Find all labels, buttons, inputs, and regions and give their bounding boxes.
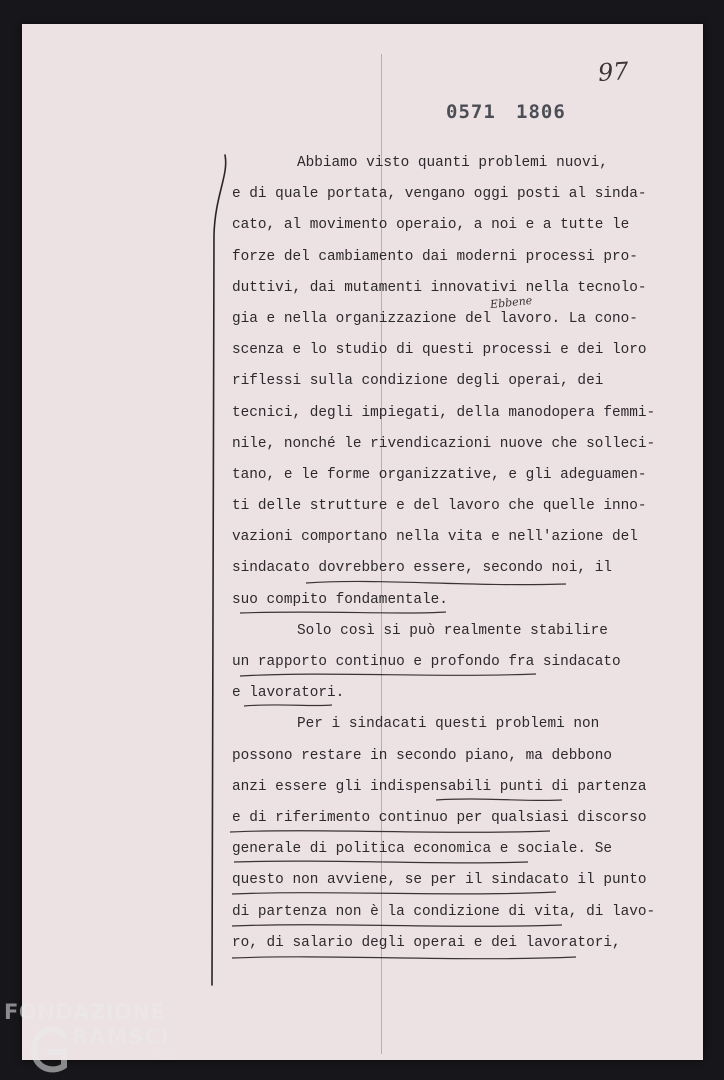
text-line: di partenza non è la condizione di vita, di lavo- <box>232 903 656 920</box>
text-line: Per i sindacati questi problemi non <box>297 716 600 733</box>
text-line: ti delle strutture e del lavoro che quelle inno- <box>232 498 647 515</box>
handwritten-annotation: Ebbene <box>489 293 533 312</box>
text-line: possono restare in secondo piano, ma debbono <box>232 747 612 764</box>
text-line: nile, nonché le rivendicazioni nuove che solleci- <box>232 435 656 452</box>
handwritten-margin-line <box>205 155 235 985</box>
text-line: riflessi sulla condizione degli operai, dei <box>232 373 604 390</box>
text-line: sindacato dovrebbero essere, secondo noi, il <box>232 560 612 577</box>
text-line: tecnici, degli impiegati, della manodopera femmi- <box>232 404 656 421</box>
text-line: gia e nella organizzazione del lavoro. La cono- <box>232 310 638 327</box>
watermark-line-2: RAMSCI <box>72 1025 170 1049</box>
text-line: duttivi, dai mutamenti innovativi nella tecnolo- <box>232 279 647 296</box>
text-line: ro, di salario degli operai e dei lavoratori, <box>232 934 621 951</box>
text-line: e di quale portata, vengano oggi posti al sinda- <box>232 186 647 203</box>
text-line: e lavoratori. <box>232 685 345 702</box>
text-line: vazioni comportano nella vita e nell'azione del <box>232 529 638 546</box>
text-line: un rapporto continuo e profondo fra sindacato <box>232 654 621 670</box>
watermark-line-1: FONDAZIONE <box>4 1000 166 1024</box>
text-line: tano, e le forme organizzative, e gli adeguamen- <box>232 466 647 483</box>
archive-stamp-right: 1806 <box>516 101 566 123</box>
text-line: e di riferimento continuo per qualsiasi discorso <box>232 809 647 826</box>
text-line: scenza e lo studio di questi processi e dei loro <box>232 342 647 359</box>
text-line: generale di politica economica e sociale. Se <box>232 841 612 858</box>
text-line: cato, al movimento operaio, a noi e a tutte le <box>232 217 630 234</box>
archive-watermark <box>4 1000 194 1080</box>
text-line: Abbiamo visto quanti problemi nuovi, <box>297 155 608 171</box>
watermark-g-logo-icon <box>30 1022 70 1078</box>
watermark-suffix: onlus <box>150 1052 175 1062</box>
typed-text-body <box>232 148 656 959</box>
text-line: suo compito fondamentale. <box>232 591 448 608</box>
text-line: forze del cambiamento dai moderni processi pro- <box>232 248 638 265</box>
archive-stamp-left: 0571 <box>446 101 496 123</box>
text-line: anzi essere gli indispensabili punti di partenza <box>232 778 647 795</box>
handwritten-page-number: 97 <box>597 56 630 88</box>
text-line: Solo così si può realmente stabilire <box>297 622 608 639</box>
text-line: questo non avviene, se per il sindacato il punto <box>232 872 647 889</box>
